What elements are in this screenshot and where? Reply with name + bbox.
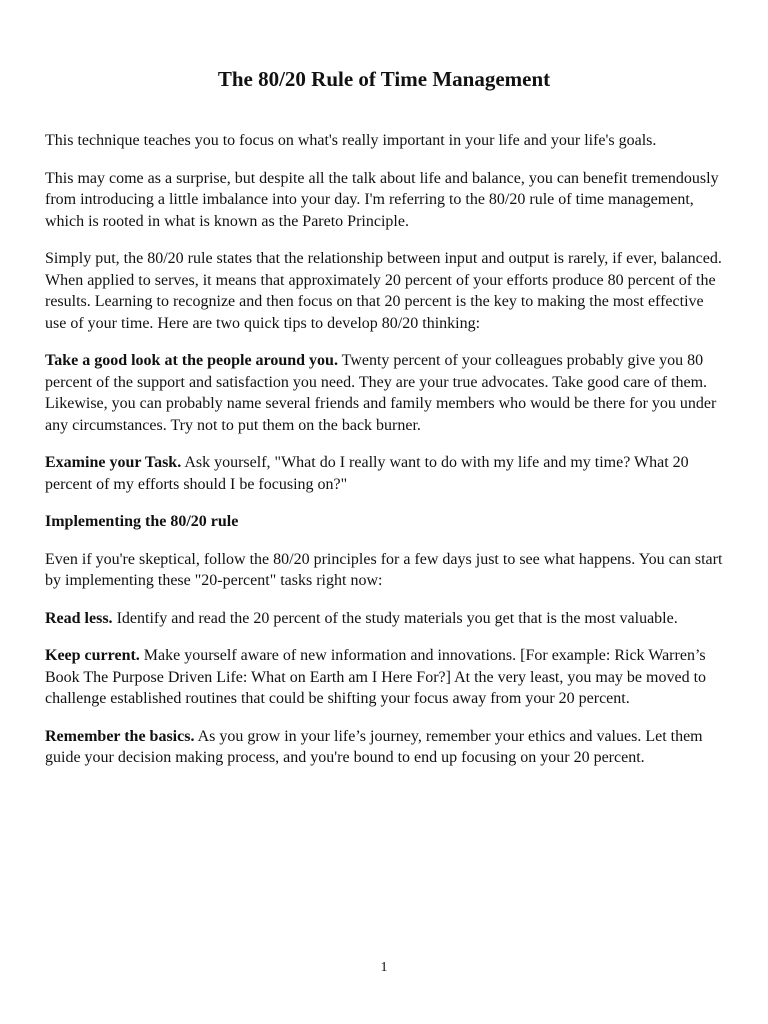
paragraph-text: This may come as a surprise, but despite all the talk about life and balance, you can benefit tremendously from introducing a little imbalance into your day. I'm referring to the 80/20 rule of time management, which is rooted in what is known as the Pareto Principle. — [45, 169, 719, 230]
paragraph-text: Identify and read the 20 percent of the study materials you get that is the most valuable. — [112, 609, 678, 627]
paragraph-task — [45, 452, 725, 495]
paragraph-lead: Remember the basics. — [45, 727, 195, 745]
paragraph-lead: Take a good look at the people around you. — [45, 352, 338, 369]
paragraph-lead: Examine your Task. — [45, 454, 182, 471]
paragraph-text: Twenty percent of your colleagues probably give you 80 percent of the support and satisfaction you need. They are your true advocates. Take good care of them. Likewise, you can probably name several friends and family members who would be there for you under any circumstances. Try not to put them on the back burner. — [45, 352, 717, 434]
paragraph-text: Ask yourself, "What do I really want to do with my life and my time? What 20 percent of my efforts should I be focusing on?" — [45, 454, 689, 493]
document-body — [45, 130, 725, 785]
paragraph-lead: Keep current. — [45, 647, 140, 664]
paragraph-keep-current — [45, 645, 725, 710]
paragraph-text: Make yourself aware of new information and innovations. [For example: Rick Warren’s Book The Purpose Driven Life: What on Earth am I Here For?] At the very least, you may be moved to challenge established routines that could be shifting your focus away from your 20 percent. — [45, 647, 707, 707]
paragraph-text: Even if you're skeptical, follow the 80/20 principles for a few days just to see what happens. You can start by implementing these "20-percent" tasks right now: — [45, 550, 723, 589]
paragraph-lead: Read less. — [45, 609, 113, 627]
paragraph-text: As you grow in your life’s journey, remember your ethics and values. Let them guide your decision making process, and you're bound to end up focusing on your 20 percent. — [45, 727, 703, 766]
paragraph-text: This technique teaches you to focus on what's really important in your life and your life's goals. — [45, 132, 657, 149]
paragraph-read-less — [45, 608, 725, 630]
page-number: 1 — [380, 960, 388, 975]
paragraph-lead: Implementing the 80/20 rule — [45, 513, 239, 530]
paragraph-text: Simply put, the 80/20 rule states that the relationship between input and output is rarely, if ever, balanced. When applied to serves, it means that approximately 20 percent of your efforts produce 80 percent of the results. Learning to recognize and then focus on that 20 percent is the key to making the most effective use of your time. Here are two quick tips to develop 80/20 thinking: — [45, 250, 722, 332]
paragraph-people — [45, 350, 725, 436]
paragraph-skeptical — [45, 549, 725, 592]
document-title: The 80/20 Rule of Time Management — [217, 67, 551, 91]
paragraph-basics — [45, 726, 725, 769]
section-heading — [45, 511, 725, 533]
paragraph-definition — [45, 248, 725, 334]
paragraph-intro — [45, 130, 725, 152]
paragraph-imbalance — [45, 168, 725, 233]
